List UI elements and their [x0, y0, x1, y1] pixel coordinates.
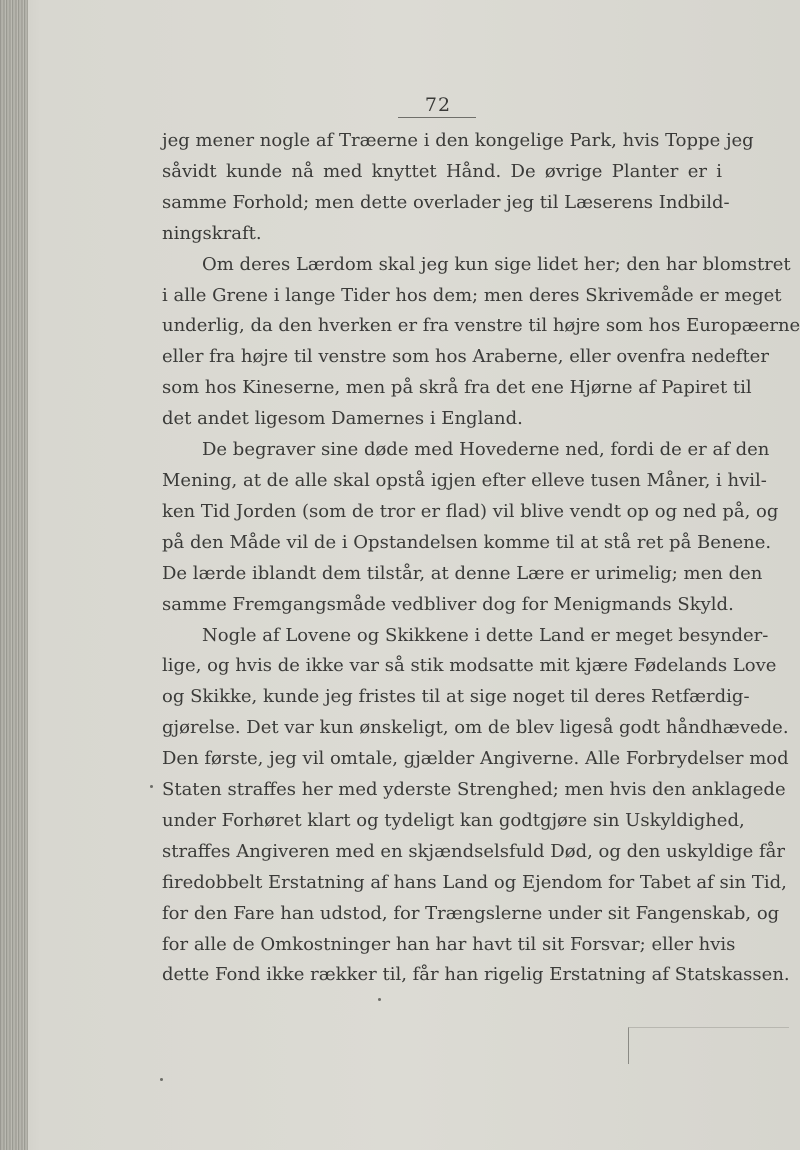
text-line: ken Tid Jorden (som de tror er flad) vil blive vendt op og ned på, og — [162, 500, 779, 522]
text-line: som hos Kineserne, men på skrå fra det ene Hjørne af Papiret til — [162, 377, 752, 399]
text-line: De lærde iblandt dem tilstår, at denne Lære er urimelig; men den — [162, 562, 763, 584]
text-line: jeg mener nogle af Træerne i den kongelige Park, hvis Toppe jeg — [162, 130, 754, 151]
page-number: 72 — [424, 94, 452, 116]
page-number-rule — [398, 117, 476, 118]
text-line: samme Forhold; men dette overlader jeg til Læserens Indbild- — [162, 191, 730, 213]
paper-speck — [378, 998, 381, 1001]
text-line: på den Måde vil de i Opstandelsen komme til at stå ret på Benene. — [162, 531, 772, 553]
text-line: Om deres Lærdom skal jeg kun sige lidet her; den har blomstret — [202, 253, 791, 275]
paper-corner-mark — [628, 1027, 789, 1064]
text-line: gjørelse. Det var kun ønskeligt, om de blev ligeså godt håndhævede. — [162, 717, 789, 739]
page-binding-edge — [0, 0, 28, 1150]
text-line: Mening, at de alle skal opstå igjen efter elleve tusen Måner, i hvil- — [162, 469, 767, 491]
text-line: ningskraft. — [162, 222, 262, 244]
text-line: De begraver sine døde med Hovederne ned, fordi de er af den — [202, 439, 770, 461]
text-line: såvidt kunde nå med knyttet Hånd. De øvrige Planter er i — [162, 160, 722, 182]
text-line: i alle Grene i lange Tider hos dem; men deres Skrivemåde er meget — [162, 284, 782, 306]
body-text — [162, 126, 800, 991]
text-line: dette Fond ikke rækker til, får han rigelig Erstatning af Statskassen. — [162, 964, 790, 986]
text-line: eller fra højre til venstre som hos Araberne, eller ovenfra nedefter — [162, 346, 769, 368]
text-line: under Forhøret klart og tydeligt kan godtgjøre sin Uskyldighed, — [162, 809, 745, 831]
paper-speck — [150, 785, 153, 788]
paper-speck — [160, 1078, 163, 1081]
text-line: for den Fare han udstod, for Trængslerne under sit Fangenskab, og — [162, 902, 780, 924]
text-line: straffes Angiveren med en skjændselsfuld Død, og den uskyldige får — [162, 840, 785, 862]
text-line: lige, og hvis de ikke var så stik modsatte mit kjære Fødelands Love — [162, 655, 777, 677]
text-line: firedobbelt Erstatning af hans Land og Ejendom for Tabet af sin Tid, — [162, 871, 787, 893]
text-line: det andet ligesom Damernes i England. — [162, 408, 523, 430]
text-line: for alle de Omkostninger han har havt til sit Forsvar; eller hvis — [162, 933, 736, 955]
text-line: Staten straffes her med yderste Strenghed; men hvis den anklagede — [162, 779, 786, 801]
text-line: Den første, jeg vil omtale, gjælder Angiverne. Alle Forbrydelser mod — [162, 748, 789, 770]
text-line: Nogle af Lovene og Skikkene i dette Land er meget besynder- — [202, 624, 769, 646]
text-line: underlig, da den hverken er fra venstre til højre som hos Europæerne — [162, 315, 800, 337]
text-line: samme Fremgangsmåde vedbliver dog for Menigmands Skyld. — [162, 593, 734, 615]
text-line: og Skikke, kunde jeg fristes til at sige noget til deres Retfærdig- — [162, 686, 750, 708]
